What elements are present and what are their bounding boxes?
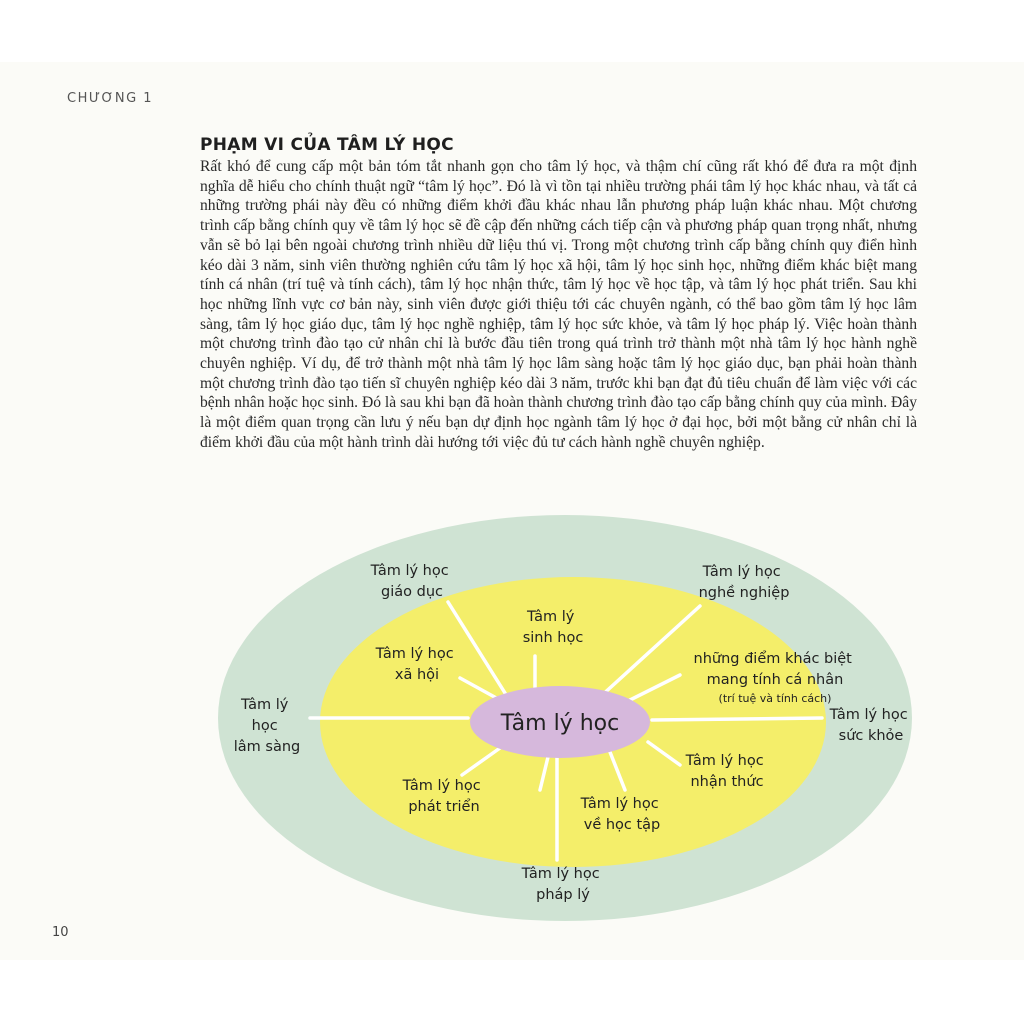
center-label: Tâm lý học — [500, 711, 620, 736]
label-sinh-hoc: Tâm lý sinh học — [522, 609, 584, 646]
label-xa-hoi: Tâm lý học xã hội — [375, 646, 454, 683]
page-number: 10 — [52, 925, 69, 940]
label-ca-nhan: những điểm khác biệt mang tính cá nhân — [693, 651, 852, 688]
label-ca-nhan-note: (trí tuệ và tính cách) — [718, 692, 832, 705]
label-phap-ly: Tâm lý học pháp lý — [521, 866, 600, 903]
section-title: PHẠM VI CỦA TÂM LÝ HỌC — [200, 135, 454, 155]
label-suc-khoe: Tâm lý học sức khỏe — [829, 707, 908, 744]
body-paragraph: Rất khó để cung cấp một bản tóm tắt nhanh gọn cho tâm lý học, và thậm chí cũng rất khó để đưa ra một định nghĩa dễ hiểu cho chính thuật ngữ “tâm lý học”. Đó là vì tồn tại nhiều trường phái tâm lý học khác nhau, và tất cả những trường phái này đều có những điểm khởi đầu khác nhau lẫn phương pháp luận khác nhau. Một chương trình cấp bằng chính quy về tâm lý học sẽ đề cập đến những cách tiếp cận và phương pháp quan trọng nhất, nhưng vẫn sẽ bỏ lại bên ngoài chương trình nhiều dữ liệu thú vị. Trong một chương trình cấp bằng chính quy điển hình kéo dài 3 năm, sinh viên thường nghiên cứu tâm lý học xã hội, tâm lý học sinh học, những điểm khác biệt mang tính cá nhân (trí tuệ và tính cách), tâm lý học nhận thức, tâm lý học về học tập, và tâm lý học phát triển. Sau khi học những lĩnh vực cơ bản này, sinh viên được giới thiệu tới các chuyên ngành, có thể bao gồm tâm lý học lâm sàng, tâm lý học giáo dục, tâm lý học nghề nghiệp, tâm lý học sức khỏe, và tâm lý học pháp lý. Việc hoàn thành một chương trình đào tạo cử nhân chỉ là bước đầu tiên trong quá trình trở thành một nhà tâm lý học hành nghề chuyên nghiệp. Ví dụ, để trở thành một nhà tâm lý học lâm sàng hoặc tâm lý học giáo dục, bạn phải hoàn thành một chương trình đào tạo tiến sĩ chuyên nghiệp kéo dài 3 năm, trước khi bạn đạt đủ tiêu chuẩn để làm việc với các bệnh nhân hoặc học sinh. Đó là sau khi bạn đã hoàn thành chương trình đào tạo cấp bằng chính quy của mình. Đây là một điểm quan trọng cần lưu ý nếu bạn dự định học ngành tâm lý học ở đại học, bởi một bằng cử nhân chỉ là điểm khởi đầu của một hành trình dài hướng tới việc đủ tư cách hành nghề chuyên nghiệp. — [200, 158, 917, 451]
label-nhan-thuc: Tâm lý học nhận thức — [685, 753, 764, 790]
label-nghe-nghiep: Tâm lý học nghề nghiệp — [698, 564, 790, 601]
spoke-suc-khoe — [652, 718, 822, 720]
label-lam-sang: Tâm lý học lâm sàng — [233, 697, 301, 755]
label-hoc-tap: Tâm lý học về học tập — [580, 796, 661, 833]
label-phat-trien: Tâm lý học phát triển — [402, 778, 481, 815]
label-giao-duc: Tâm lý học giáo dục — [370, 563, 449, 600]
chapter-label: CHƯƠNG 1 — [67, 91, 154, 106]
